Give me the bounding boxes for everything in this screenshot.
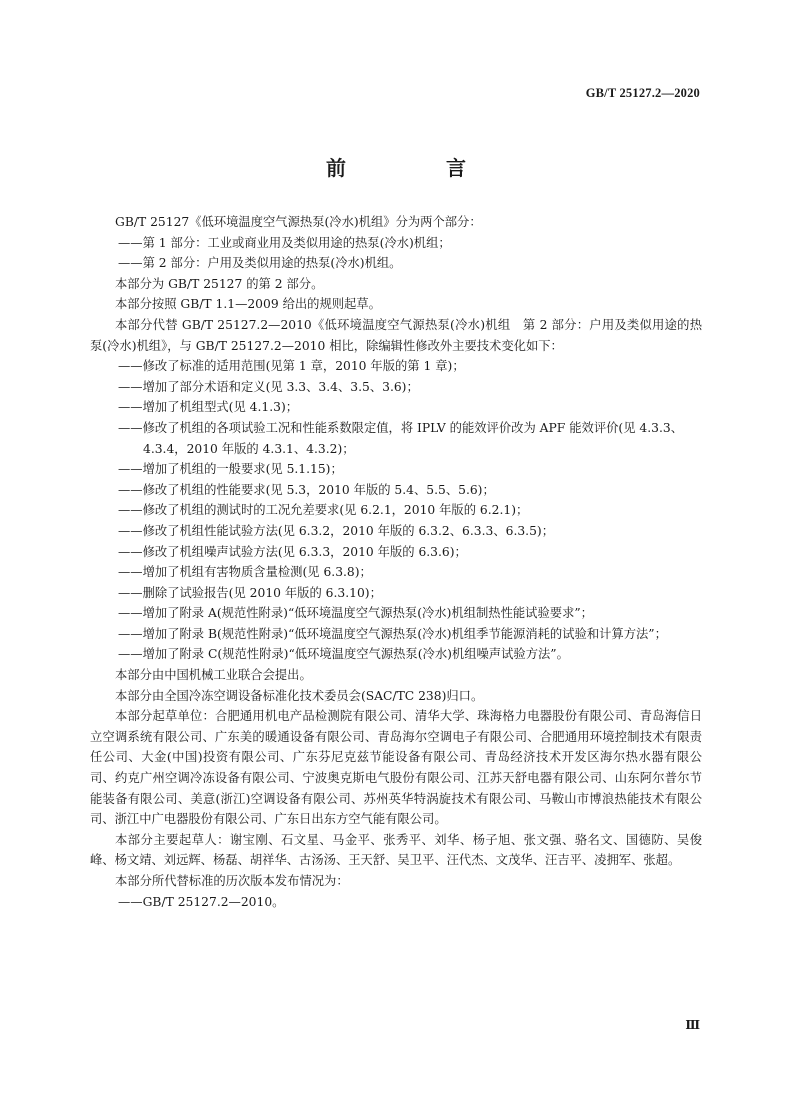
change-list-item: ——增加了机组的一般要求(见 5.1.15)； bbox=[118, 462, 343, 477]
change-list-item: ——修改了机组的测试时的工况允差要求(见 6.2.1，2010 年版的 6.2.1)； bbox=[118, 503, 529, 518]
part-statement: 本部分为 GB/T 25127 的第 2 部分。 bbox=[115, 276, 324, 291]
change-list-item: ——增加了机组有害物质含量检测(见 6.3.8)； bbox=[118, 565, 372, 580]
change-list-item: ——修改了标准的适用范围(见第 1 章，2010 年版的第 1 章)； bbox=[118, 359, 465, 374]
change-list-item: ——增加了附录 C(规范性附录)“低环境温度空气源热泵(冷水)机组噪声试验方法”。 bbox=[118, 647, 569, 662]
change-list-item: ——修改了机组性能试验方法(见 6.3.2，2010 年版的 6.3.2、6.3.3、6.3.5)； bbox=[118, 523, 555, 538]
change-list-item: ——增加了附录 B(规范性附录)“低环境温度空气源热泵(冷水)机组季节能源消耗的试验和计算方法”； bbox=[118, 626, 667, 641]
replacement-statement: 本部分代替 GB/T 25127.2—2010《低环境温度空气源热泵(冷水)机组 第 2 部分：户用及类似用途的热泵(冷水)机组》，与 GB/T 25127.2—2010 相比，除编辑性修改外主要技术变化如下： bbox=[90, 317, 702, 353]
parts-list-item: ——第 2 部分：户用及类似用途的热泵(冷水)机组。 bbox=[118, 256, 402, 271]
history-list-item: ——GB/T 25127.2—2010。 bbox=[118, 894, 285, 909]
intro-paragraph: GB/T 25127《低环境温度空气源热泵(冷水)机组》分为两个部分： bbox=[115, 215, 482, 229]
change-list-item: ——增加了附录 A(规范性附录)“低环境温度空气源热泵(冷水)机组制热性能试验要求”； bbox=[118, 606, 593, 621]
drafting-units-paragraph: 本部分起草单位：合肥通用机电产品检测院有限公司、清华大学、珠海格力电器股份有限公司、青岛海信日立空调系统有限公司、广东美的暖通设备有限公司、青岛海尔空调电子有限公司、合肥通用环境控制技术有限责任公司、大金(中国)投资有限公司、广东芬尼克兹节能设备有限公司、青岛经济技术开发区海尔热水器有限公司、约克广州空调冷冻设备有限公司、宁波奥克斯电气股份有限公司、江苏天舒电器有限公司、山东阿尔普尔节能装备有限公司、美意(浙江)空调设备有限公司、苏州英华特涡旋技术有限公司、马鞍山市博浪热能技术有限公司、浙江中广电器股份有限公司、广东日出东方空气能有限公司。 bbox=[90, 709, 702, 827]
history-statement: 本部分所代替标准的历次版本发布情况为： bbox=[115, 874, 349, 888]
drafters-paragraph: 本部分主要起草人：谢宝刚、石文星、马金平、张秀平、刘华、杨子旭、张文强、骆名文、国德防、吴俊峰、杨文靖、刘远辉、杨磊、胡祥华、古汤汤、王天舒、吴卫平、汪代杰、文茂华、汪吉平、凌拥军、张超。 bbox=[90, 832, 702, 868]
header-standard-code: GB/T 25127.2—2020 bbox=[585, 86, 700, 100]
parts-list-item: ——第 1 部分：工业或商业用及类似用途的热泵(冷水)机组； bbox=[118, 235, 451, 250]
change-list-item: ——删除了试验报告(见 2010 年版的 6.3.10)； bbox=[118, 585, 382, 600]
committee-statement: 本部分由全国冷冻空调设备标准化技术委员会(SAC/TC 238)归口。 bbox=[115, 688, 484, 703]
proposer-statement: 本部分由中国机械工业联合会提出。 bbox=[115, 668, 312, 683]
change-list-item: ——修改了机组噪声试验方法(见 6.3.3，2010 年版的 6.3.6)； bbox=[118, 544, 467, 559]
change-list-item: ——增加了部分术语和定义(见 3.3、3.4、3.5、3.6)； bbox=[118, 379, 419, 394]
document-body bbox=[90, 212, 702, 912]
page-title: 前 言 bbox=[326, 156, 506, 180]
change-list-item: ——增加了机组型式(见 4.1.3)； bbox=[118, 400, 299, 415]
page-number: Ⅲ bbox=[685, 1018, 700, 1032]
drafting-rule-statement: 本部分按照 GB/T 1.1—2009 给出的规则起草。 bbox=[115, 297, 381, 312]
change-list-item: ——修改了机组的各项试验工况和性能系数限定值，将 IPLV 的能效评价改为 APF 能效评价(见 4.3.3、4.3.4，2010 年版的 4.3.1、4.3.2)； bbox=[118, 420, 684, 456]
change-list-item: ——修改了机组的性能要求(见 5.3，2010 年版的 5.4、5.5、5.6)； bbox=[118, 482, 495, 497]
